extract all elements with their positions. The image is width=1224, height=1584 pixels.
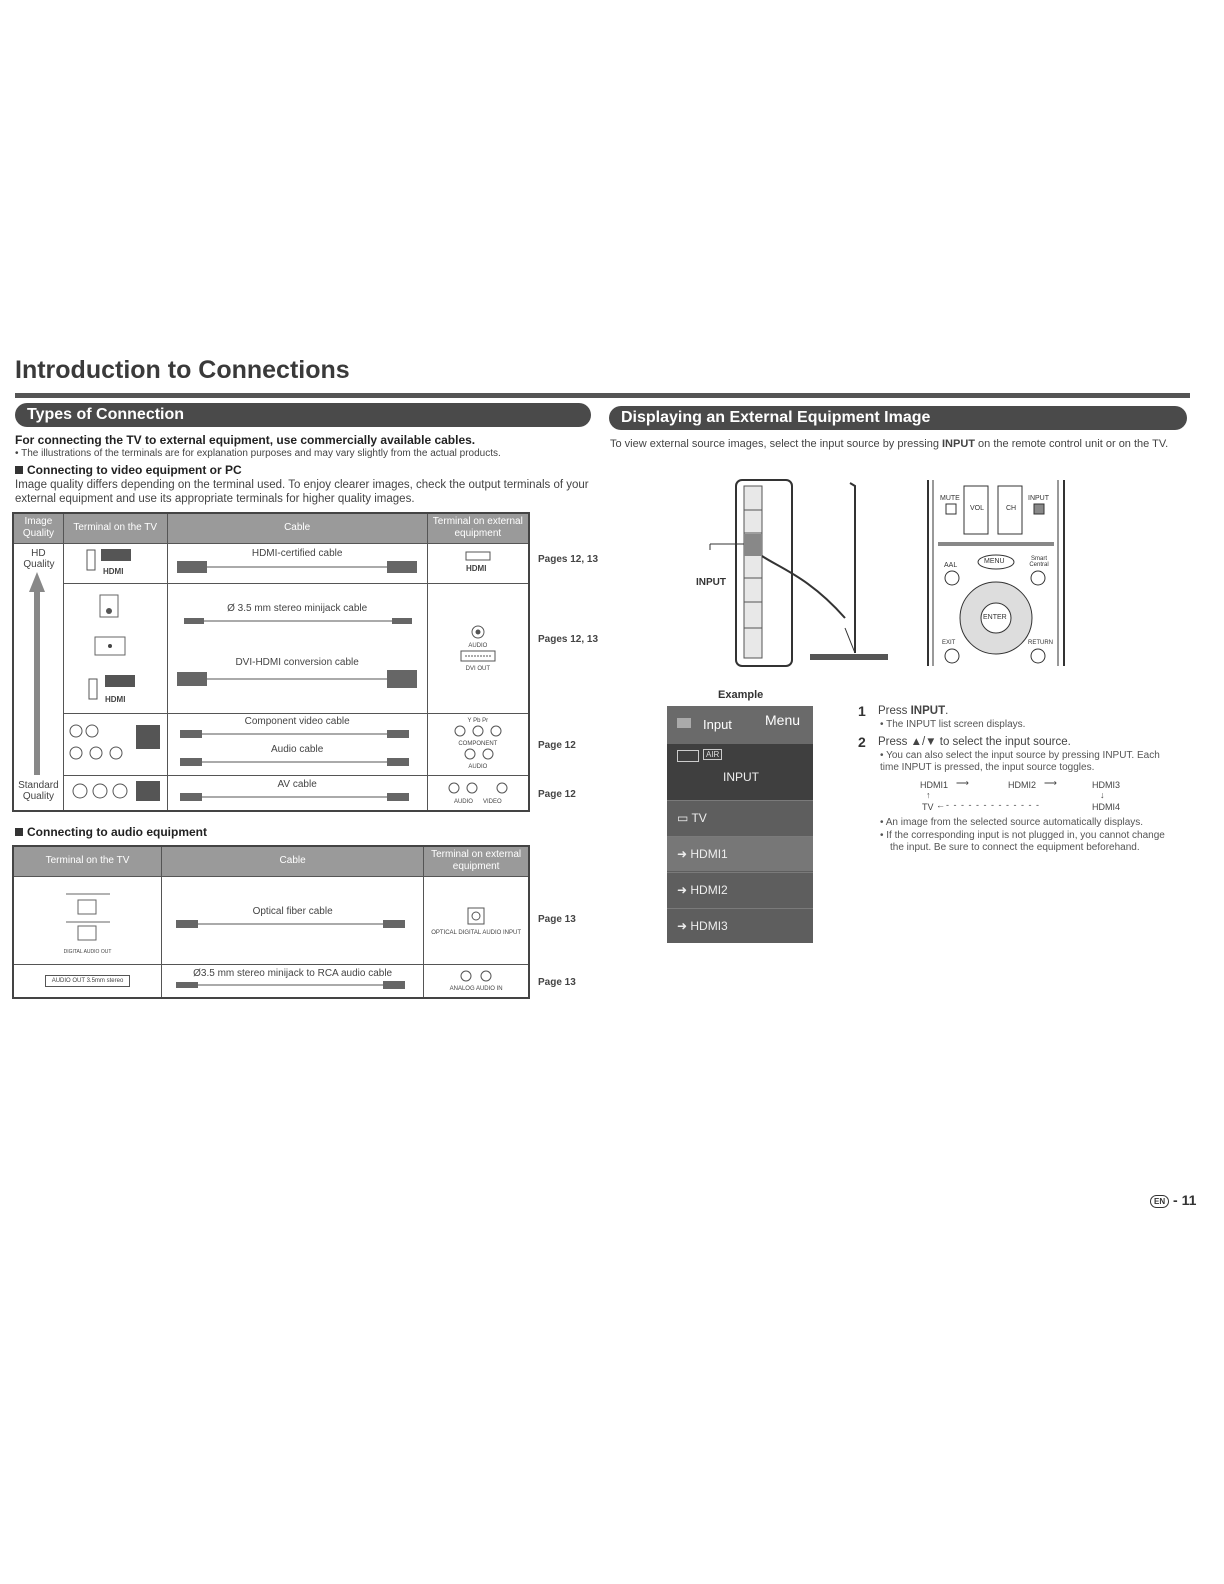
menu-item-tv-label: TV	[691, 811, 707, 825]
component-cable-cell	[167, 713, 427, 775]
hdmi-logo-text: HDMI	[103, 566, 124, 576]
flow-arrow-2: ⟶	[1044, 778, 1057, 788]
optical-tv-terminal	[13, 876, 162, 964]
flow-dashed-arrow: ←- - - - - - - - - - - - -	[936, 800, 1040, 810]
menu-item-hdmi2-label: HDMI2	[690, 883, 728, 897]
dvi-external-terminal	[427, 583, 529, 713]
dvi-tv-terminal	[63, 583, 167, 713]
step-1-a: Press	[878, 705, 911, 717]
menu-input-panel	[667, 744, 813, 800]
title-rule	[15, 393, 1190, 398]
input-button-icon	[1034, 504, 1044, 514]
flow-tv: TV	[922, 802, 934, 812]
video-heading-text: Connecting to video equipment or PC	[27, 463, 242, 477]
component-jacks-icon	[448, 724, 508, 738]
example-label: Example	[718, 689, 764, 701]
step-2-bullet: • You can also select the input source by pressing INPUT. Each time INPUT is pressed, the input source toggles.	[880, 750, 1160, 773]
remote-smart-label: Smart Central	[1029, 556, 1049, 568]
menu-input-item: INPUT	[723, 770, 759, 784]
video-heading	[15, 463, 595, 477]
av-audio-label: AUDIO	[453, 799, 473, 806]
step-2-number: 2	[858, 734, 866, 750]
hdmi-tv-terminal	[63, 543, 167, 583]
component-cable-label: Component video cable	[244, 716, 350, 727]
av-tv-terminal	[63, 775, 167, 811]
menu-item-hdmi1-label: HDMI1	[690, 847, 728, 861]
menu-item-hdmi1[interactable]	[667, 836, 813, 871]
component-port-icon	[66, 715, 164, 771]
menu-item-hdmi3-label: HDMI3	[690, 919, 728, 933]
hdmi-cable-cell	[167, 543, 427, 583]
video-connection-table	[12, 512, 530, 812]
remote-ch-label: CH	[1006, 505, 1017, 512]
audio-label: AUDIO	[468, 643, 488, 649]
remote-menu-label: MENU	[984, 558, 1005, 565]
av-jacks-icon	[438, 780, 518, 796]
input-menu-example	[667, 706, 813, 943]
audio-connection-table	[12, 845, 530, 999]
analog-ext-label: ANALOG AUDIO IN	[449, 986, 503, 993]
audio-heading-text: Connecting to audio equipment	[27, 825, 207, 839]
audio-jack-icon	[458, 624, 498, 640]
av-port-icon	[66, 777, 164, 805]
menu-input-title: Input	[703, 717, 732, 732]
optical-external-terminal	[424, 876, 529, 964]
optical-cable-cell	[162, 876, 424, 964]
rca-cable-label: Ø3.5 mm stereo minijack to RCA audio cable	[193, 967, 393, 979]
intro-note-text: The illustrations of the terminals are for explanation purposes and may vary slightly from the actual products.	[21, 448, 501, 459]
source-icon	[677, 750, 699, 762]
ref-page-6: Page 13	[538, 977, 576, 988]
hdmi-port-icon	[85, 546, 145, 578]
flow-hdmi3: HDMI3	[1092, 780, 1121, 790]
menu-item-hdmi3[interactable]	[667, 908, 813, 943]
dvi-cable-cell	[167, 583, 427, 713]
input-cycle-diagram	[920, 780, 1140, 816]
step-2-text: Press ▲/▼ to select the input source.	[878, 736, 1071, 748]
optical-jack-icon	[461, 905, 491, 927]
hdmi2-logo-text: HDMI	[105, 694, 126, 704]
aal-button-icon	[945, 571, 959, 585]
hdmi-cable-icon	[172, 559, 422, 575]
menu-item-hdmi2[interactable]	[667, 872, 813, 907]
right-intro-b: INPUT	[942, 438, 975, 450]
hdmi-ext-logo-text: HDMI	[465, 563, 487, 573]
ref-page-3: Page 12	[538, 740, 576, 751]
col-terminal-tv: Terminal on the TV	[63, 513, 167, 543]
page-number	[1150, 1192, 1196, 1208]
step-2-bullet-text: You can also select the input source by pressing INPUT. Each time INPUT is pressed, the input source toggles.	[880, 750, 1160, 773]
remote-return-label: RETURN	[1028, 640, 1053, 646]
section-displaying-external: Displaying an External Equipment Image	[609, 406, 1187, 430]
note-2: • If the corresponding input is not plugged in, you cannot change the input. Be sure to connect the equipment beforehand.	[880, 830, 1165, 853]
menu-header	[667, 706, 813, 744]
rca-cable-cell	[162, 964, 424, 998]
step-1-number: 1	[858, 703, 866, 719]
tv-icon: ▭	[677, 811, 692, 825]
hdmi-icon: ➜	[677, 847, 691, 861]
note-1: • An image from the selected source automatically displays.	[880, 817, 1144, 828]
quality-column	[13, 543, 63, 811]
square-bullet-icon	[15, 466, 23, 474]
right-intro	[610, 437, 1190, 451]
remote-vol-label: VOL	[970, 505, 985, 512]
page-number-text: - 11	[1173, 1192, 1197, 1208]
dvi-out-label: DVI OUT	[465, 666, 490, 672]
minijack-cable-icon	[172, 614, 422, 628]
minijack-cable-label: Ø 3.5 mm stereo minijack cable	[227, 603, 368, 614]
col-cable: Cable	[167, 513, 427, 543]
mute-button-icon	[946, 504, 956, 514]
audio-rl-jacks-icon	[448, 747, 508, 761]
step-1-b: INPUT	[910, 705, 946, 717]
audio-heading	[15, 825, 207, 839]
video-text: Image quality differs depending on the terminal used. To enjoy clearer images, check the output terminals of your external equipment and use its appropriate terminals for higher quality images.	[15, 479, 589, 505]
flow-down-arrow: ↓	[1100, 790, 1105, 800]
air-badge: AIR	[703, 749, 722, 760]
av-external-terminal	[427, 775, 529, 811]
tv-side-illustration	[690, 478, 900, 670]
ref-pages-2: Pages 12, 13	[538, 634, 599, 645]
hd-quality-label: HD Quality	[23, 547, 55, 570]
dvi-cable-label: DVI-HDMI conversion cable	[235, 657, 359, 668]
step-1-bullet-text: The INPUT list screen displays.	[886, 719, 1026, 730]
ref-page-4: Page 12	[538, 789, 576, 800]
minijack-tv-terminal	[13, 964, 162, 998]
av-video-label: VIDEO	[483, 799, 502, 806]
hdmi-icon-2: ➜	[677, 883, 691, 897]
square-bullet-icon-2	[15, 828, 23, 836]
audio-cable-icon	[172, 755, 422, 769]
input-icon	[677, 718, 691, 728]
hdmi-external-terminal	[427, 543, 529, 583]
smart-central-button-icon	[1031, 571, 1045, 585]
audio-cable-label: Audio cable	[271, 744, 324, 755]
flow-hdmi4: HDMI4	[1092, 802, 1121, 812]
remote-exit-label: EXIT	[942, 640, 956, 646]
flow-arrow-1: ⟶	[956, 778, 969, 788]
remote-input-label: INPUT	[1028, 495, 1049, 502]
digital-audio-out-label: DIGITAL AUDIO OUT	[63, 948, 112, 955]
return-button-icon	[1031, 649, 1045, 663]
intro-bold: For connecting the TV to external equipment, use commercially available cables.	[15, 433, 476, 447]
flow-hdmi2: HDMI2	[1008, 780, 1037, 790]
col-audio-terminal-tv: Terminal on the TV	[13, 846, 162, 876]
dvi-cable-icon	[172, 668, 422, 690]
optical-ext-label: OPTICAL DIGITAL AUDIO INPUT	[431, 929, 522, 936]
component-tv-terminal	[63, 713, 167, 775]
av-cable-icon	[172, 790, 422, 804]
optical-port-icon	[58, 886, 118, 946]
menu-menu-title: Menu	[765, 712, 801, 728]
ypbpr-label: Y Pb Pr	[467, 718, 489, 724]
optical-cable-label: Optical fiber cable	[252, 906, 333, 917]
flow-up-arrow: ↑	[926, 790, 931, 800]
col-audio-cable: Cable	[162, 846, 424, 876]
component-external-terminal	[427, 713, 529, 775]
analog-external-terminal	[424, 964, 529, 998]
menu-item-tv[interactable]	[667, 800, 813, 835]
step-1-text	[878, 705, 948, 718]
right-intro-c: on the remote control unit or on the TV.	[975, 438, 1169, 450]
note-2-text: If the corresponding input is not plugged in, you cannot change the input. Be sure to connect the equipment beforehand.	[886, 830, 1165, 853]
section-types-of-connection: Types of Connection	[15, 403, 591, 427]
right-intro-a: To view external source images, select the input source by pressing	[610, 438, 942, 450]
ref-page-5: Page 13	[538, 914, 576, 925]
step-1-bullet: • The INPUT list screen displays.	[880, 719, 1026, 730]
flow-hdmi1: HDMI1	[920, 780, 949, 790]
hdmi-icon-3: ➜	[677, 919, 691, 933]
remote-enter-label: ENTER	[983, 614, 1007, 621]
col-audio-terminal-ext: Terminal on external equipment	[424, 846, 529, 876]
dvi-port-icon	[453, 649, 503, 663]
hdmi-ext-icon	[458, 549, 498, 575]
pc-terminal-icon	[85, 587, 145, 707]
page-title: Introduction to Connections	[15, 356, 350, 384]
col-terminal-external: Terminal on external equipment	[427, 513, 529, 543]
hdmi-cable-label: HDMI-certified cable	[251, 548, 343, 559]
exit-button-icon	[945, 649, 959, 663]
rca-cable-icon	[168, 979, 418, 991]
quality-arrow-icon	[14, 570, 60, 780]
language-badge: EN	[1150, 1195, 1169, 1208]
ref-pages-1: Pages 12, 13	[538, 554, 599, 565]
av-cable-label: AV cable	[277, 778, 317, 790]
remote-aal-label: AAL	[944, 562, 958, 569]
optical-cable-icon	[168, 917, 418, 931]
component-label: COMPONENT	[458, 741, 498, 747]
audio-label-2: AUDIO	[468, 764, 488, 770]
av-cable-cell	[167, 775, 427, 811]
audio-out-port: AUDIO OUT 3.5mm stereo	[45, 975, 131, 987]
component-cable-icon	[172, 727, 422, 741]
input-callout-label: INPUT	[696, 577, 726, 588]
remote-mute-label: MUTE	[940, 495, 960, 502]
analog-jacks-icon	[451, 969, 501, 983]
intro-note: • The illustrations of the terminals are for explanation purposes and may vary slightly from the actual products.	[15, 448, 501, 459]
col-image-quality: Image Quality	[13, 513, 63, 543]
standard-quality-label: Standard Quality	[18, 779, 59, 802]
step-1-c: .	[945, 705, 949, 717]
note-1-text: An image from the selected source automatically displays.	[885, 817, 1144, 828]
